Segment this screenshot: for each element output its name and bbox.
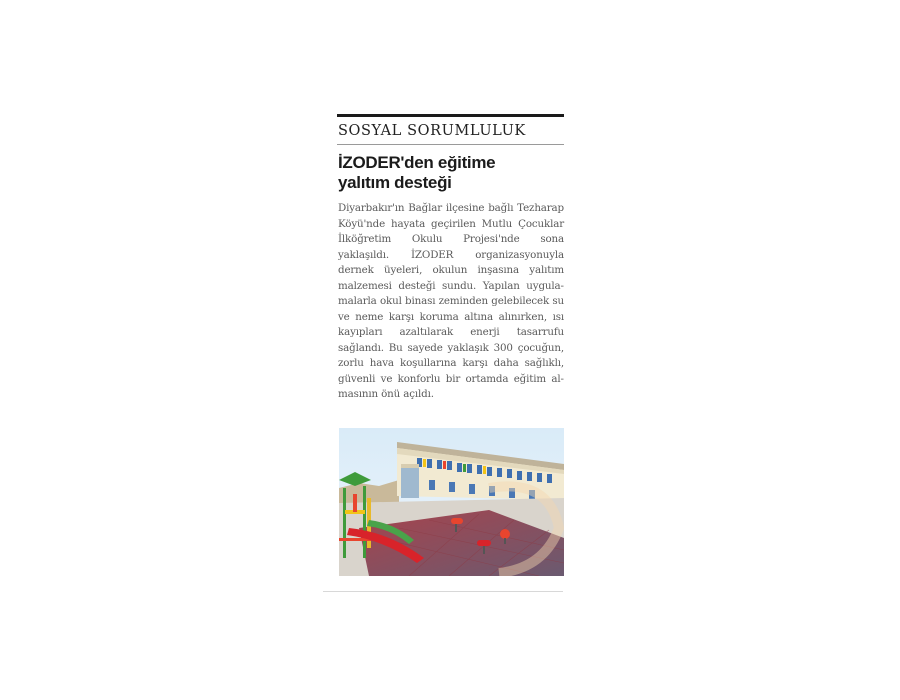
school-playground-image [339,428,564,576]
news-article [337,114,564,403]
article-headline [337,153,564,193]
section-rule [337,144,564,145]
headline-line-2: yalıtım desteği [338,173,452,192]
bottom-rule [323,591,563,592]
section-label: SOSYAL SORUMLULUK [338,123,526,139]
article-body: Diyarbakır'ın Bağlar ilçesine bağlı Tezharap Köyü'nde hayata geçirilen Mutlu Çocuklar İlköğretim Okulu Projesi'nde sona yaklaşıldı. İZODER organizasyonuyla dernek üyeleri, okulun inşasına yalıtım malzemesi desteği sundu. Yapılan uygulamalarla okul binası zeminden gelebilecek su ve neme karşı koruma altına alınırken, ısı kayıpları azaltılarak enerji tasarrufu sağlandı. Bu sayede yaklaşık 300 çocuğun, zorlu hava koşullarına karşı daha sağlıklı, güvenli ve konforlu bir ortamda eğitim almasının önü açıldı. [338,202,564,400]
article-photo [339,428,564,576]
headline-line-1: İZODER'den eğitime [338,153,496,172]
top-rule [337,114,564,117]
